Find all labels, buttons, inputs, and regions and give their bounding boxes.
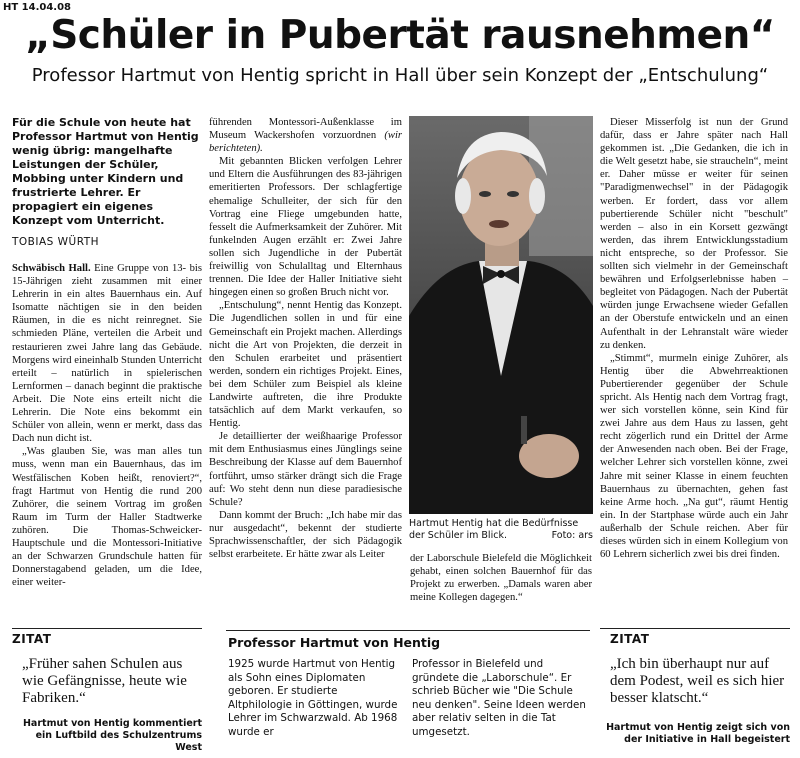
paragraph: „Stimmt“, murmeln einige Zuhörer, als Hentig über die Abwehrreaktionen Pubertierender gegenüber der Schule spricht. Als Hentig nach dem Vortrag fragt, wer sich vorstellen könne, sein Kind für zwei Jahre aus dem Haus zu lassen, geht recht zögerlich rund ein Drittel der Arme der Anwesenden nach oben. Bei der Frage, welcher Lehrer sich vorstellen könne, zwei Jahre mit seiner Klasse in einem feuchten Bauernhaus zu übernachten, gehen fast keine Arme hoch. „Na gut“, räumt Hentig ein. In der Startphase würde auch ein Jahr außerhalb der Schule reichen. Aber für dieses würden sich in einem Kollegium von 60 Lehrern sicherlich zwei bis drei finden. [600, 352, 788, 561]
paragraph: Schwäbisch Hall. Eine Gruppe von 13- bis 15-Jährigen zieht zusammen mit einer Lehrerin in ein altes Bauernhaus ein. Auf Isomatte nächtigen sie in den beiden Räumen, in die es nicht reinregnet. Sie schmieden Pläne, verteilen die Arbeit und restaurieren zwei Jahre lang das Gebäude. Morgens wird eineinhalb Stunden Unterricht erteilt – natürlich in spielerischen Lernformen – danach beginnt die praktische Arbeit. Die Note eins erteilt nicht die Lehrerin. Die Note eins bekommt ein Schüler von allein, wenn er merkt, dass das Dach nun dicht ist. [12, 263, 202, 445]
photo-credit: Foto: ars [551, 530, 593, 541]
paragraph: „Was glauben Sie, was man alles tun muss, wenn man ein Bauernhaus, das im Westfälischen Koben heißt, renoviert?“, fragt Hartmut von Hentig die rund 200 Zuhörer, die seinem Vortrag im großen Raum im Turm der Haller Stadtwerke zuhören. Die Thomas-Schweicker-Hauptschule und die Montessori-Initiative an der Schwarzen Grundschule hatten für Donnerstagabend geladen, um die Idee, einer weiter- [12, 446, 202, 589]
article-column-2 [209, 116, 402, 561]
quote-source: Hartmut von Hentig kommentiert ein Luftbild des Schulzentrums West [22, 718, 202, 753]
paragraph: Dann kommt der Bruch: „Ich habe mir das nur ausgedacht“, bekennt der studierte Sprachwissenschaftler, der sich Pädagogik selbst erarbeitete. Er hätte zwar als Leiter [209, 509, 402, 561]
info-box-text-right: Professor in Bielefeld und gründete die „Laborschule“. Er schrieb Bücher wie "Die Schule neu denken". Seine Ideen werden aber relativ selten in die Tat umgesetzt. [412, 658, 586, 738]
info-box-text-left: 1925 wurde Hartmut von Hentig als Sohn eines Diplomaten geboren. Er studierte Altphilologie in Göttingen, wurde Lehrer im Schwarzwald. Ab 1968 wurde er [228, 658, 398, 738]
quote-text: „Ich bin überhaupt nur auf dem Podest, weil es sich hier besser klatscht.“ [610, 656, 785, 706]
article-column-4 [600, 116, 788, 561]
author-byline: TOBIAS WÜRTH [12, 236, 100, 248]
paragraph: Mit gebannten Blicken verfolgen Lehrer und Eltern die Ausführungen des 83-jährigen emeritierten Professors. Der schlagfertige ehemalige Schulleiter, der sich für den Vortrag eine Fliege umgebunden hatte, fesselt die Aufmerksamkeit der Zuhörer. Mit funkelnden Augen erzählt er: Zwei Jahre sollen sich Jugendliche in der Pubertät freiwillig von Schulalltag und Elternhaus trennen. Die Idee der Haller Initiative sieht hingegen einen so großen Bruch nicht vor. [209, 156, 402, 299]
photo-caption: Hartmut Hentig hat die Bedürfnisse der Schüler im Blick. Foto: ars [409, 518, 593, 541]
paragraph: der Laborschule Bielefeld die Möglichkeit gehabt, einen solchen Bauernhof für das Projekt zu erwerben. „Damals waren aber meine Kollegen dagegen.“ [410, 553, 592, 604]
quote-heading: ZITAT [12, 632, 52, 646]
quote-heading: ZITAT [610, 632, 650, 646]
publication-date: HT 14.04.08 [3, 2, 72, 13]
headline: „Schüler in Pubertät rausnehmen“ [25, 13, 775, 58]
quote-text: „Früher sahen Schulen aus wie Gefängnisse, heute wie Fabriken.“ [22, 656, 187, 706]
divider [600, 628, 790, 629]
quote-source: Hartmut von Hentig zeigt sich von der Initiative in Hall begeistert [606, 722, 790, 745]
article-photo [409, 116, 593, 514]
article-intro: Für die Schule von heute hat Professor Hartmut von Hentig wenig übrig: mangelhafte Leistungen der Schüler, Mobbing unter Kindern und frustrierte Lehrer. Er propagiert ein eigenes Konzept vom Unterricht. [12, 116, 199, 227]
article-column-1 [12, 262, 202, 589]
info-box-heading: Professor Hartmut von Hentig [228, 635, 441, 650]
divider [12, 628, 202, 629]
paragraph: Dieser Misserfolg ist nun der Grund dafür, dass er Jahre später nach Hall gekommen ist. „Die Gedanken, die ich in die Welt gesetzt habe, sie straucheln“, meint er. Daher müsse er weiter für seinen "Paradigmenwechsel" in der Pädagogik werben. Er fordert, dass vor allem pubertierende Schüler nicht "beschult" werden – also in ein Korsett gezwängt werden, das ihrem Entwicklungsstadium nicht entspreche, so der Professor. Sie sollten sich vielmehr in der Gemeinschaft bewähren und Erfolgserlebnisse haben – begleitet von Pädagogen. Nach der Pubertät würden junge Erwachsene wieder Gefallen an der Oberstufe entwickeln und an einen Aufenthalt in der Lehranstalt wäre wieder zu denken. [600, 117, 788, 351]
divider [226, 630, 590, 631]
subheadline: Professor Hartmut von Hentig spricht in Hall über sein Konzept der „Entschulung“ [31, 65, 769, 86]
dateline: Schwäbisch Hall. [12, 263, 91, 274]
article-column-3 [410, 552, 592, 604]
paragraph: führenden Montessori-Außenklasse im Museum Wackershofen vorzuordnen (wir berichteten). [209, 117, 403, 155]
portrait-illustration [409, 116, 593, 514]
paragraph: „Entschulung“, nennt Hentig das Konzept. Die Jugendlichen sollen in und für eine Gemeinschaft ein Projekt machen. Allerdings nicht die Art von Projekten, die derzeit in den Schulen erarbeitet und präsentiert werden, sondern ein richtiges Projekt. Eines, bei dem Schüler zum Beispiel als kleine Landwirte auftreten, die ihre Produkte tatsächlich auf dem Markt verkaufen, so Hentig. [209, 300, 402, 430]
paragraph: Je detaillierter der weißhaarige Professor mit dem Enthusiasmus eines Jünglings seine Beschreibung der Klasse auf dem Bauernhof fortführt, umso stärker drängt sich die Frage auf: Wo steht denn nun diese paradiesische Schule? [209, 431, 402, 508]
